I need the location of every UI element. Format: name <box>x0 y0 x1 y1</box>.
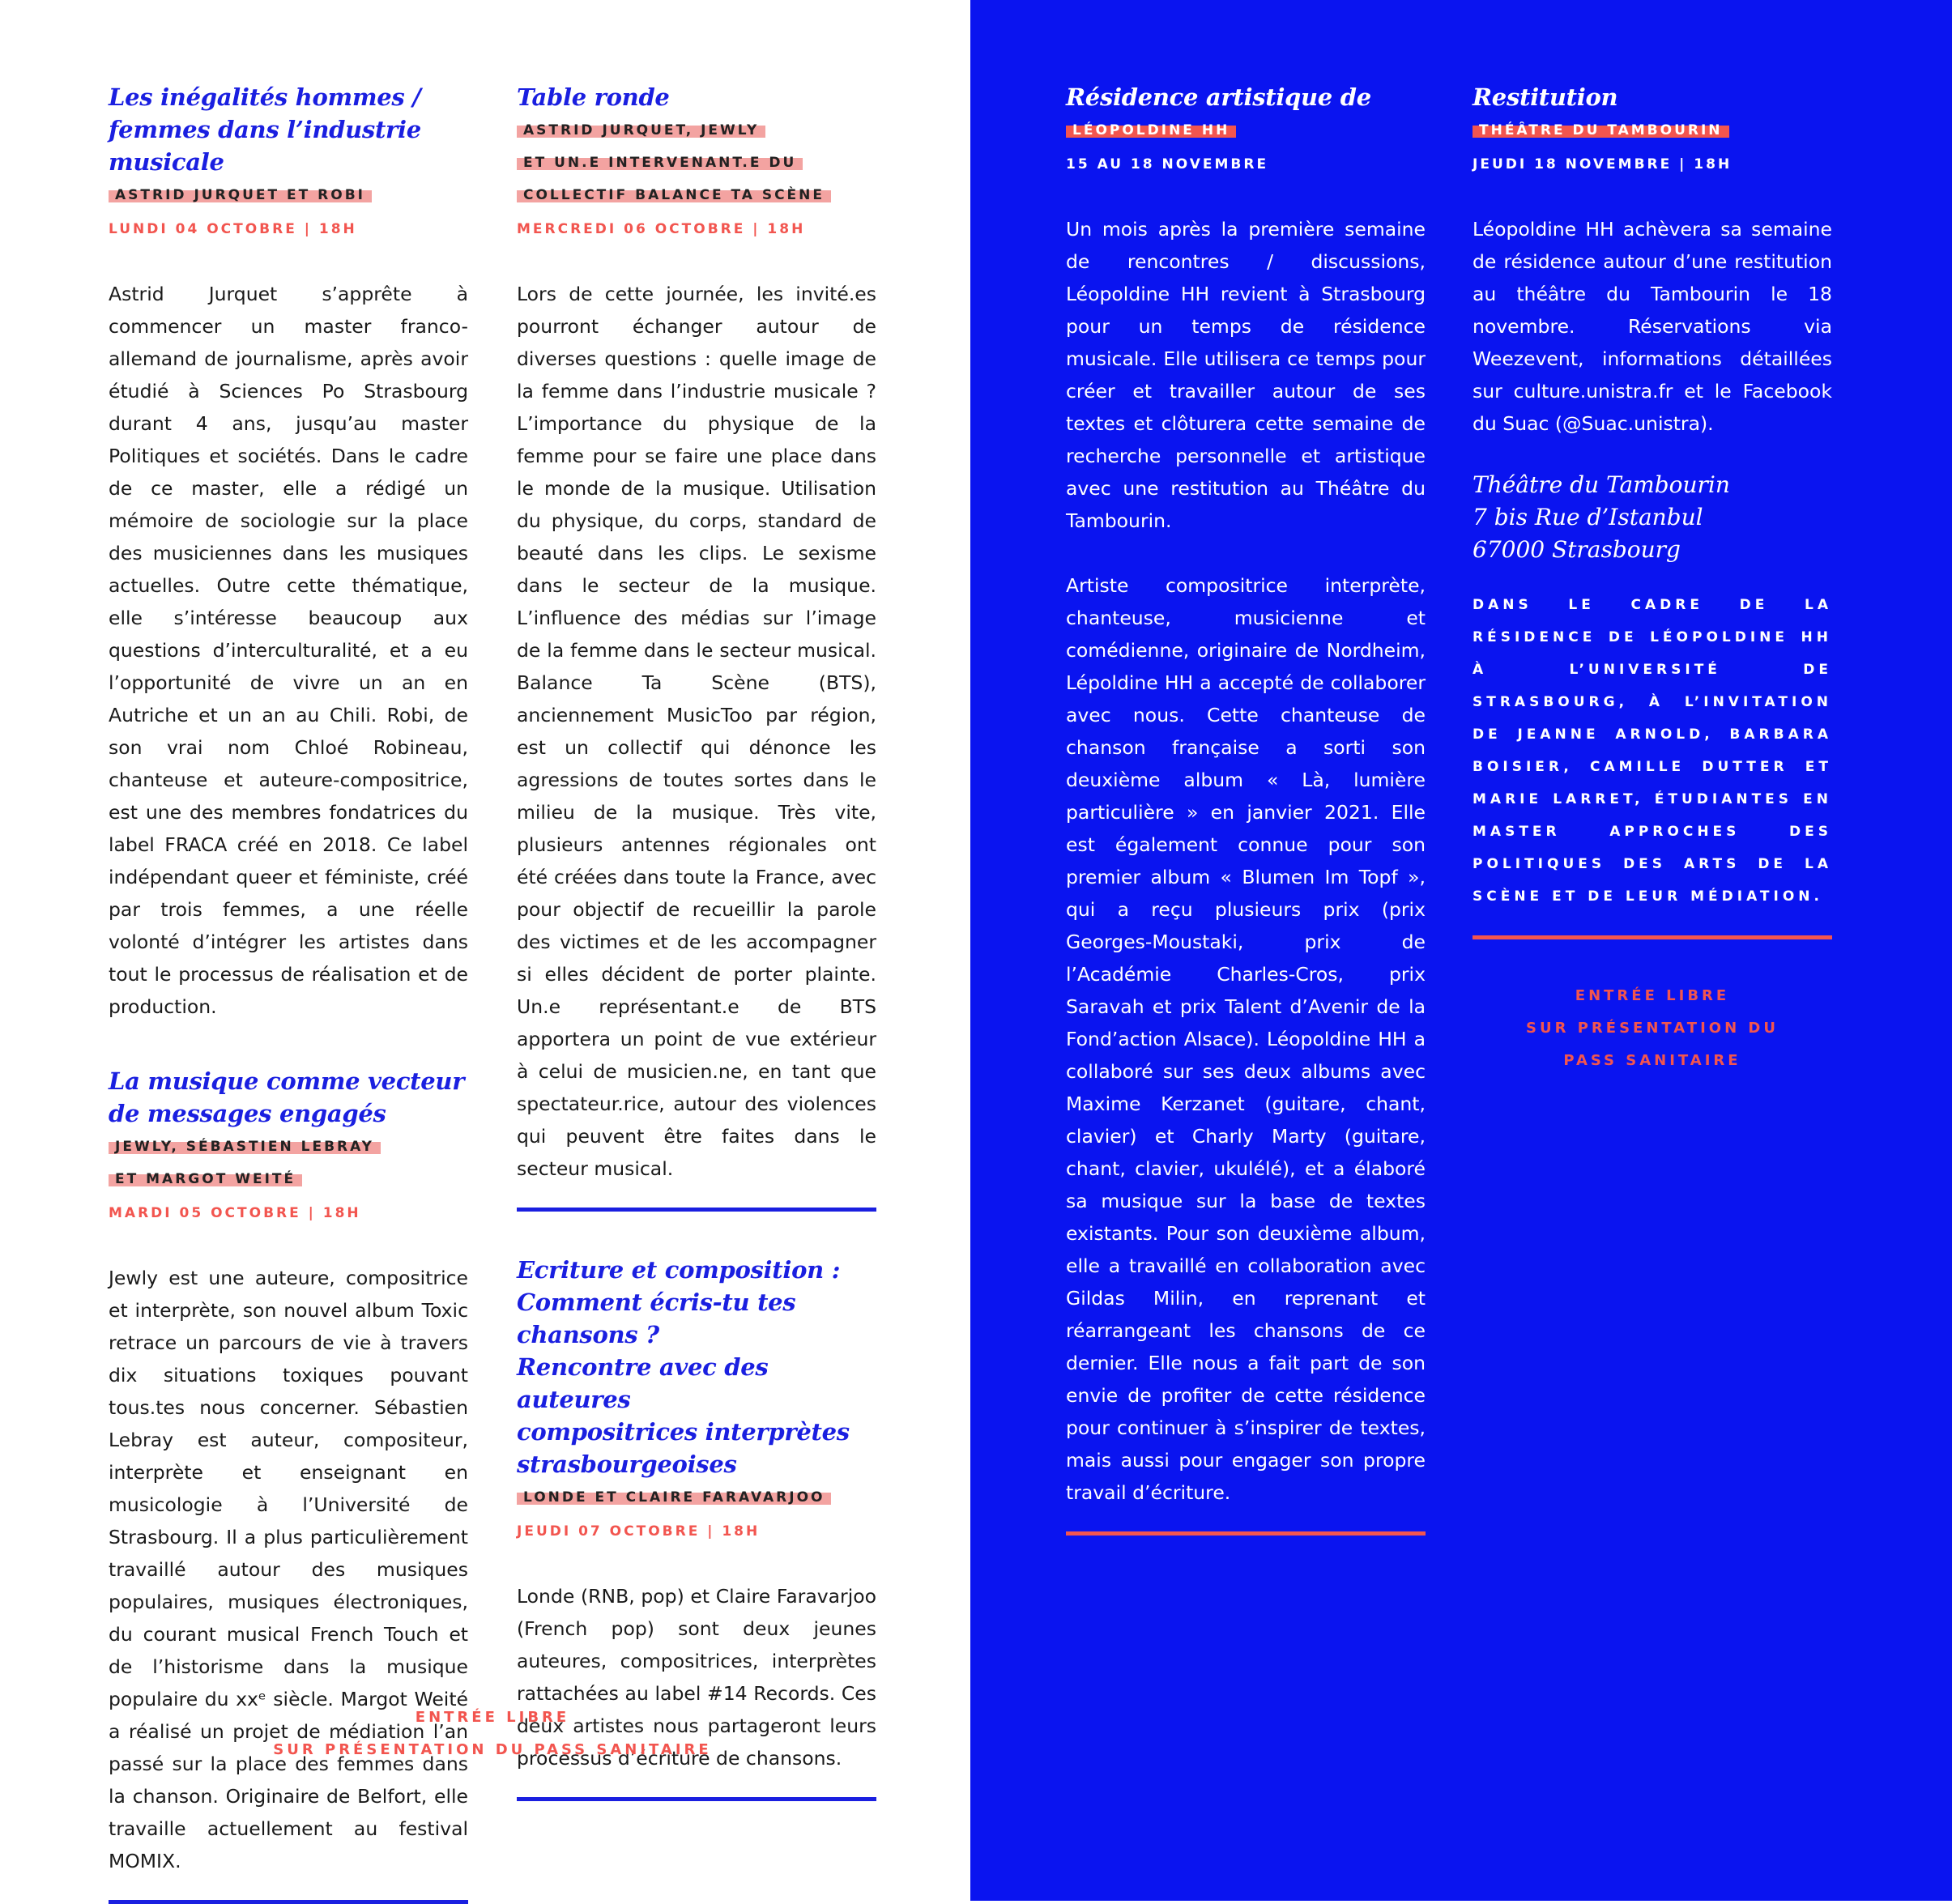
divider <box>1066 1531 1426 1536</box>
event-date: JEUDI 18 NOVEMBRE | 18H <box>1473 156 1733 173</box>
section-inegalites <box>109 81 468 1023</box>
column-3 <box>1066 81 1426 1536</box>
section-title: Résidence artistique de <box>1066 83 1371 111</box>
divider <box>517 1797 876 1801</box>
column-1 <box>109 81 468 1904</box>
event-date: LUNDI 04 OCTOBRE | 18H <box>109 221 357 237</box>
event-date: MERCREDI 06 OCTOBRE | 18H <box>517 221 806 237</box>
event-date: MARDI 05 OCTOBRE | 18H <box>109 1205 361 1221</box>
section-title: Table ronde <box>517 83 670 111</box>
footer-right: ENTRÉE LIBRE SUR PRÉSENTATION DU PASS SANITAIRE <box>1526 987 1779 1069</box>
event-date: JEUDI 07 OCTOBRE | 18H <box>517 1523 761 1540</box>
section-body: Astrid Jurquet s’apprête à commencer un master franco-allemand de journalisme, après avoir étudié à Sciences Po Strasbourg durant 4 ans, jusqu’au master Politiques et sociétés. Dans le cadre de ce master, elle a rédigé un mémoire de sociologie sur la place des musiciennes dans les musiques actuelles. Outre cette thématique, elle s’intéresse beaucoup aux questions d’interculturalité, et a eu l’opportunité de vivre un an en Autriche et un an au Chili. Robi, de son vrai nom Chloé Robineau, chanteuse et auteure-compositrice, est une des membres fondatrices du label FRACA créé en 2018. Ce label indépendant queer et féministe, créé par trois femmes, a une réelle volonté d’intégrer les artistes dans tout le processus de réalisation et de production. <box>109 283 468 1018</box>
section-body: Léopoldine HH achèvera sa semaine de résidence autour d’une restitution au théâtre du Tambourin le 18 novembre. Réservations via Weezevent, informations détaillées sur culture.unistra.fr et le Facebook du Suac (@Suac.unistra). <box>1473 218 1832 435</box>
section-title: Les inégalités hommes / femmes dans l’industrie musicale <box>109 83 421 176</box>
credits: DANS LE CADRE DE LA RÉSIDENCE DE LÉOPOLDINE HH À L’UNIVERSITÉ DE STRASBOURG, À L’INVITATION DE JEANNE ARNOLD, BARBARA BOISIER, CAMILLE DUTTER ET MARIE LARRET, ÉTUDIANTES EN MASTER APPROCHES DES POLITIQUES DES ARTS DE LA SCÈNE ET DE LEUR MÉDIATION. <box>1473 597 1832 905</box>
guest-tag: JEWLY, SÉBASTIEN LEBRAY ET MARGOT WEITÉ <box>109 1132 468 1197</box>
section-body: Artiste compositrice interprète, chanteuse, musicienne et comédienne, originaire de Nordheim, Lépoldine HH a accepté de collaborer avec nous. Cette chanteuse de chanson française a sorti son deuxième album « Là, lumière particulière » en janvier 2021. Elle est également connue pour son premier album « Blumen Im Topf », qui a reçu plusieurs prix (prix Georges-Moustaki, prix de l’Académie Charles-Cros, prix Saravah et prix Talent d’Avenir de la Fond’action Alsace). Léopoldine HH a collaboré sur ses deux albums avec Maxime Kerzanet (guitare, chant, clavier) et Charly Marty (guitare, chant, clavier, ukulélé), et a élaboré sa musique sur la base de textes existants. Pour son deuxième album, elle a travaillé en collaboration avec Gildas Milin, en reprenant et réarrangeant les chansons de ce dernier. Elle nous a fait part de son envie de profiter de cette résidence pour continuer à s’inspirer de textes, mais aussi pour engager son propre travail d’écriture. <box>1066 574 1426 1504</box>
section-body: Un mois après la première semaine de rencontres / discussions, Léopoldine HH revient à Strasbourg pour un temps de résidence musicale. Elle utilisera ce temps pour créer et travailler autour de ses textes et clôturera cette semaine de recherche personnelle et artistique avec une restitution au Théâtre du Tambourin. <box>1066 218 1426 532</box>
guest-tag: LÉOPOLDINE HH <box>1066 116 1426 148</box>
section-table-ronde <box>517 81 876 1212</box>
section-body: Londe (RNB, pop) et Claire Faravarjoo (French pop) sont deux jeunes auteures, compositrices, interprètes rattachées au label #14 Records. Ces deux artistes nous partageront leurs processus d’écriture de chansons. <box>517 1585 876 1770</box>
guest-tag: LONDE ET CLAIRE FARAVARJOO <box>517 1483 876 1515</box>
section-body: Lors de cette journée, les invité.es pourront échanger autour de diverses questions : quelle image de la femme dans l’industrie musicale ? L’importance du physique de la femme pour se faire une place dans le monde de la musique. Utilisation du physique, du corps, standard de beauté dans les clips. Le sexisme dans le secteur de la musique. L’influence des médias sur l’image de la femme dans le secteur musical. Balance Ta Scène (BTS), anciennement MusicToo par région, est un collectif qui dénonce les agressions de toutes sortes dans le milieu de la musique. Très vite, plusieurs antennes régionales ont été créées dans toute la France, avec pour objectif de recueillir la parole des victimes et de les accompagner si elles décident de porter plainte. Un.e représentant.e de BTS apportera un point de vue extérieur à celui de musicien.ne, en tant que spectateur.rice, autour des violences qui peuvent être faites dans le secteur musical. <box>517 283 876 1180</box>
column-2 <box>517 81 876 1801</box>
section-body: Jewly est une auteure, compositrice et interprète, son nouvel album Toxic retrace un parcours de vie à travers dix situations toxiques pouvant tous.tes nous concerner. Sébastien Lebray est auteur, compositeur, interprète et enseignant en musicologie à l’Université de Strasbourg. Il a plus particulièrement travaillé autour des musiques populaires, musiques électroniques, du courant musical French Touch et de l’historisme dans la musique populaire du xxᵉ siècle. Margot Weité a réalisé un projet de médiation l’an passé sur la place des femmes dans la chanson. Originaire de Belfort, elle travaille actuellement au festival MOMIX. <box>109 1267 468 1872</box>
section-title: La musique comme vecteur de messages engagés <box>109 1067 465 1127</box>
divider <box>1473 935 1832 939</box>
section-title: Ecriture et composition : Comment écris-tu tes chansons ? Rencontre avec des auteures compositrices interprètes strasbourgeoises <box>517 1256 850 1478</box>
guest-tag: ASTRID JURQUET, JEWLY ET UN.E INTERVENANT.E DU COLLECTIF BALANCE TA SCÈNE <box>517 116 876 213</box>
guest-tag: THÉÂTRE DU TAMBOURIN <box>1473 116 1832 148</box>
venue-address: Théâtre du Tambourin 7 bis Rue d’Istanbul 67000 Strasbourg <box>1473 471 1730 563</box>
section-musique-engagee <box>109 1065 468 1904</box>
guest-tag: ASTRID JURQUET ET ROBI <box>109 181 468 213</box>
divider <box>517 1208 876 1212</box>
column-4 <box>1473 81 1832 1077</box>
event-date: 15 AU 18 NOVEMBRE <box>1066 156 1269 173</box>
section-title: Restitution <box>1473 83 1618 111</box>
footer-left: ENTRÉE LIBRE SUR PRÉSENTATION DU PASS SANITAIRE <box>273 1709 712 1758</box>
